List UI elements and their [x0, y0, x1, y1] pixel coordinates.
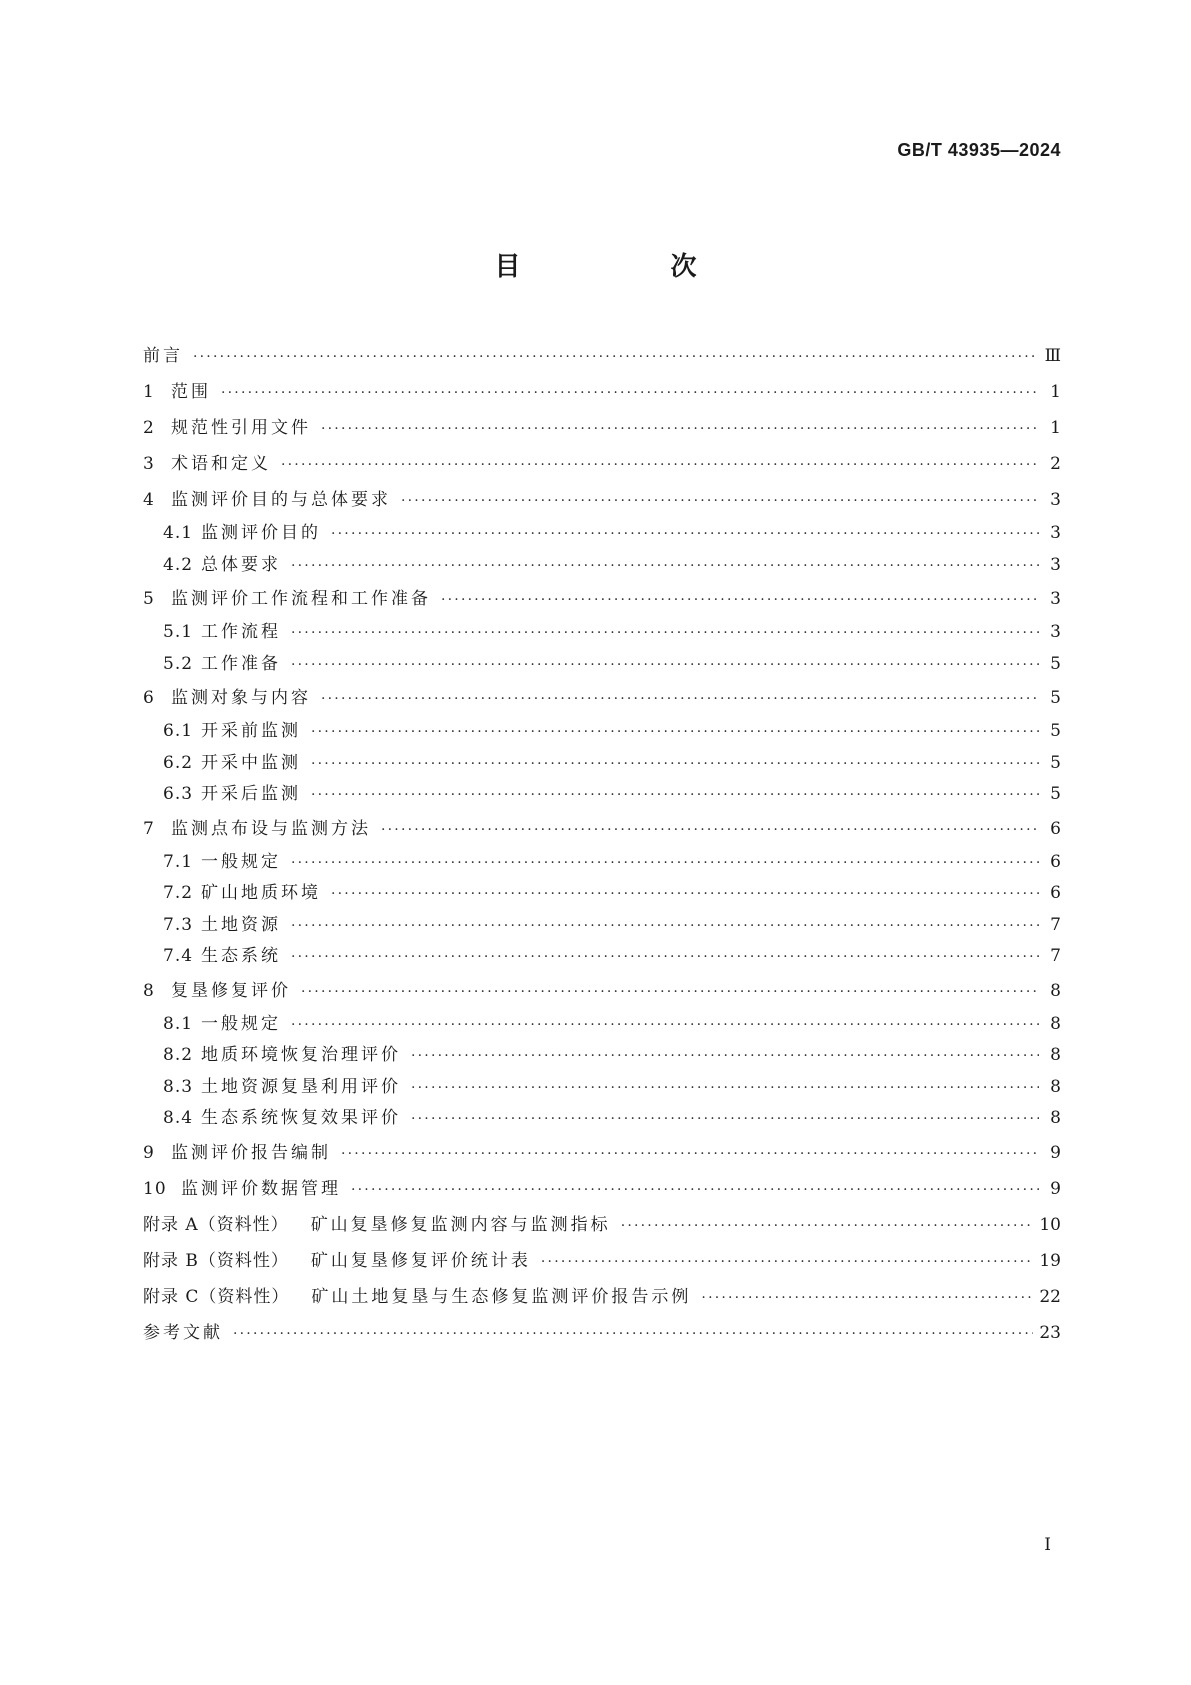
table-of-contents	[143, 338, 1061, 1351]
toc-entry-page: 8	[1050, 980, 1061, 1001]
toc-entry-page: 3	[1050, 490, 1061, 510]
toc-entry-number: 8	[143, 980, 155, 1001]
toc-entry-title: 开采后监测	[201, 784, 301, 804]
toc-entry-title: 复垦修复评价	[171, 980, 291, 1001]
toc-entry[interactable]	[143, 811, 1061, 847]
toc-entry[interactable]	[143, 878, 1061, 910]
toc-entry-title: 监测评价工作流程和工作准备	[171, 589, 431, 609]
toc-entry[interactable]	[143, 910, 1061, 942]
toc-entry-page: 5	[1050, 752, 1061, 773]
toc-entry-page: 3	[1050, 589, 1061, 609]
toc-entry[interactable]	[143, 1135, 1061, 1171]
toc-entry-number: 附录 A（资料性）	[143, 1214, 289, 1235]
toc-entry[interactable]	[143, 374, 1061, 410]
toc-entry-title: 工作准备	[201, 653, 281, 674]
toc-entry-title: 监测评价目的	[201, 523, 321, 543]
toc-entry-title: 参考文献	[143, 1322, 223, 1343]
toc-entry[interactable]	[143, 338, 1061, 374]
toc-entry-page: 5	[1050, 784, 1061, 804]
toc-entry-number: 3	[143, 454, 155, 474]
toc-entry-page: 5	[1050, 721, 1061, 741]
toc-entry-page: 5	[1050, 688, 1061, 708]
toc-entry-number: 附录 B（资料性）	[143, 1250, 289, 1271]
toc-entry[interactable]	[143, 649, 1061, 681]
toc-dot-leader	[311, 749, 1039, 781]
page-number: I	[1044, 1535, 1051, 1555]
toc-entry[interactable]	[143, 847, 1061, 879]
toc-entry-title: 开采前监测	[201, 721, 301, 741]
toc-entry-number: 7	[143, 818, 155, 839]
toc-entry-title: 生态系统恢复效果评价	[201, 1108, 401, 1128]
toc-dot-leader	[401, 483, 1039, 519]
toc-entry-page: 2	[1050, 454, 1061, 474]
toc-entry-page: 3	[1050, 554, 1061, 575]
toc-entry-number: 8.1	[163, 1013, 194, 1034]
toc-entry-page: 22	[1039, 1286, 1061, 1307]
toc-dot-leader	[441, 582, 1039, 618]
toc-dot-leader	[311, 717, 1039, 749]
toc-dot-leader	[291, 848, 1039, 880]
toc-dot-leader	[301, 974, 1039, 1010]
toc-dot-leader	[341, 1136, 1039, 1172]
toc-entry-number: 7.1	[163, 851, 194, 872]
toc-entry[interactable]	[143, 1009, 1061, 1041]
toc-dot-leader	[331, 879, 1039, 911]
toc-entry-title: 土地资源	[201, 914, 281, 935]
toc-dot-leader	[411, 1073, 1039, 1105]
toc-entry-page: 3	[1050, 622, 1061, 642]
toc-dot-leader	[291, 618, 1039, 650]
toc-entry[interactable]	[143, 410, 1061, 446]
toc-entry[interactable]	[143, 550, 1061, 582]
toc-entry-page: 6	[1050, 883, 1061, 903]
toc-entry[interactable]	[143, 1072, 1061, 1104]
toc-entry-page: 3	[1050, 523, 1061, 543]
toc-entry-number: 4	[143, 490, 155, 510]
toc-entry[interactable]	[143, 1243, 1061, 1279]
toc-entry-title: 一般规定	[201, 1013, 281, 1034]
toc-dot-leader	[541, 1244, 1033, 1280]
toc-dot-leader	[291, 1010, 1039, 1042]
toc-dot-leader	[331, 519, 1039, 551]
toc-entry-number: 6.3	[163, 784, 194, 804]
toc-entry[interactable]	[143, 779, 1061, 811]
toc-entry-number: 6.1	[163, 721, 194, 741]
toc-entry-page: 7	[1050, 946, 1061, 966]
toc-dot-leader	[291, 942, 1039, 974]
toc-entry-number: 附录 C（资料性）	[143, 1286, 290, 1307]
toc-entry[interactable]	[143, 581, 1061, 617]
toc-entry[interactable]	[143, 748, 1061, 780]
toc-entry-number: 5.1	[163, 622, 194, 642]
toc-entry-title: 前言	[143, 346, 183, 366]
toc-entry[interactable]	[143, 1279, 1061, 1315]
toc-entry-title: 矿山复垦修复监测内容与监测指标	[310, 1214, 611, 1235]
toc-dot-leader	[311, 780, 1039, 812]
toc-entry-number: 2	[143, 418, 155, 438]
toc-entry-page: 6	[1050, 851, 1061, 872]
toc-entry-page: 8	[1050, 1013, 1061, 1034]
toc-entry-title: 监测评价报告编制	[171, 1142, 331, 1163]
toc-entry[interactable]	[143, 617, 1061, 649]
toc-entry-page: 5	[1050, 653, 1061, 674]
toc-entry[interactable]	[143, 716, 1061, 748]
toc-entry-page: 8	[1050, 1076, 1061, 1097]
toc-dot-leader	[291, 911, 1039, 943]
toc-dot-leader	[291, 551, 1039, 583]
toc-entry-page: 23	[1039, 1322, 1061, 1343]
toc-entry-number: 6.2	[163, 752, 194, 773]
toc-entry-number: 5.2	[163, 653, 194, 674]
toc-dot-leader	[621, 1208, 1034, 1244]
toc-entry-number: 10	[143, 1178, 167, 1199]
toc-dot-leader	[411, 1104, 1039, 1136]
toc-entry-title: 范围	[171, 382, 211, 402]
toc-entry-page: 7	[1050, 914, 1061, 935]
toc-entry[interactable]	[143, 1171, 1061, 1207]
toc-entry[interactable]	[143, 1207, 1061, 1243]
toc-entry-title: 生态系统	[201, 946, 281, 966]
toc-entry-title: 规范性引用文件	[171, 418, 311, 438]
standard-code: GB/T 43935—2024	[897, 140, 1061, 160]
toc-entry-page: 9	[1050, 1178, 1061, 1199]
toc-entry-title: 开采中监测	[201, 752, 301, 773]
toc-dot-leader	[321, 681, 1039, 717]
toc-entry-title: 总体要求	[201, 554, 281, 575]
toc-entry-title: 一般规定	[201, 851, 281, 872]
toc-entry-title: 矿山地质环境	[201, 883, 321, 903]
toc-dot-leader	[411, 1041, 1039, 1073]
toc-dot-leader	[321, 411, 1039, 447]
toc-entry-number: 7.2	[163, 883, 194, 903]
toc-entry-number: 7.4	[163, 946, 194, 966]
toc-dot-leader	[381, 812, 1039, 848]
toc-dot-leader	[281, 447, 1039, 483]
toc-entry[interactable]	[143, 446, 1061, 482]
toc-entry-title: 监测评价数据管理	[181, 1178, 341, 1199]
toc-entry-number: 4.2	[163, 554, 194, 575]
toc-entry-page: 8	[1050, 1045, 1061, 1065]
toc-entry-page: Ⅲ	[1044, 346, 1061, 366]
toc-entry-number: 1	[143, 382, 155, 402]
toc-entry-title: 矿山复垦修复评价统计表	[310, 1250, 531, 1271]
toc-entry[interactable]	[143, 1103, 1061, 1135]
toc-entry-page: 8	[1050, 1108, 1061, 1128]
page-title: 目 次	[494, 252, 759, 282]
toc-entry-title: 土地资源复垦利用评价	[201, 1076, 401, 1097]
toc-dot-leader	[701, 1280, 1033, 1316]
toc-entry-title: 工作流程	[201, 622, 281, 642]
toc-entry-number: 8.2	[163, 1045, 194, 1065]
toc-entry-page: 9	[1050, 1142, 1061, 1163]
toc-entry-number: 4.1	[163, 523, 194, 543]
toc-entry[interactable]	[143, 1315, 1061, 1351]
toc-entry[interactable]	[143, 973, 1061, 1009]
toc-entry-title: 监测评价目的与总体要求	[171, 490, 391, 510]
toc-entry-page: 19	[1039, 1250, 1061, 1271]
toc-entry-number: 5	[143, 589, 155, 609]
toc-entry-page: 10	[1039, 1214, 1061, 1235]
toc-dot-leader	[193, 339, 1039, 375]
toc-entry[interactable]	[143, 482, 1061, 518]
toc-entry-title: 监测对象与内容	[171, 688, 311, 708]
toc-entry[interactable]	[143, 1040, 1061, 1072]
toc-entry-title: 地质环境恢复治理评价	[201, 1045, 401, 1065]
toc-entry-title: 矿山土地复垦与生态修复监测评价报告示例	[311, 1286, 692, 1307]
toc-entry-number: 8.3	[163, 1076, 194, 1097]
toc-entry-title: 监测点布设与监测方法	[171, 818, 371, 839]
toc-dot-leader	[291, 650, 1039, 682]
toc-entry-page: 6	[1050, 818, 1061, 839]
toc-dot-leader	[351, 1172, 1039, 1208]
toc-entry-number: 7.3	[163, 914, 194, 935]
toc-entry[interactable]	[143, 941, 1061, 973]
toc-entry-page: 1	[1050, 418, 1061, 438]
toc-entry[interactable]	[143, 680, 1061, 716]
toc-entry-number: 9	[143, 1142, 155, 1163]
toc-entry-number: 8.4	[163, 1108, 194, 1128]
toc-entry[interactable]	[143, 518, 1061, 550]
toc-entry-title: 术语和定义	[171, 454, 271, 474]
toc-entry-page: 1	[1050, 382, 1061, 402]
toc-entry-number: 6	[143, 688, 155, 708]
toc-dot-leader	[233, 1316, 1033, 1352]
toc-dot-leader	[221, 375, 1039, 411]
